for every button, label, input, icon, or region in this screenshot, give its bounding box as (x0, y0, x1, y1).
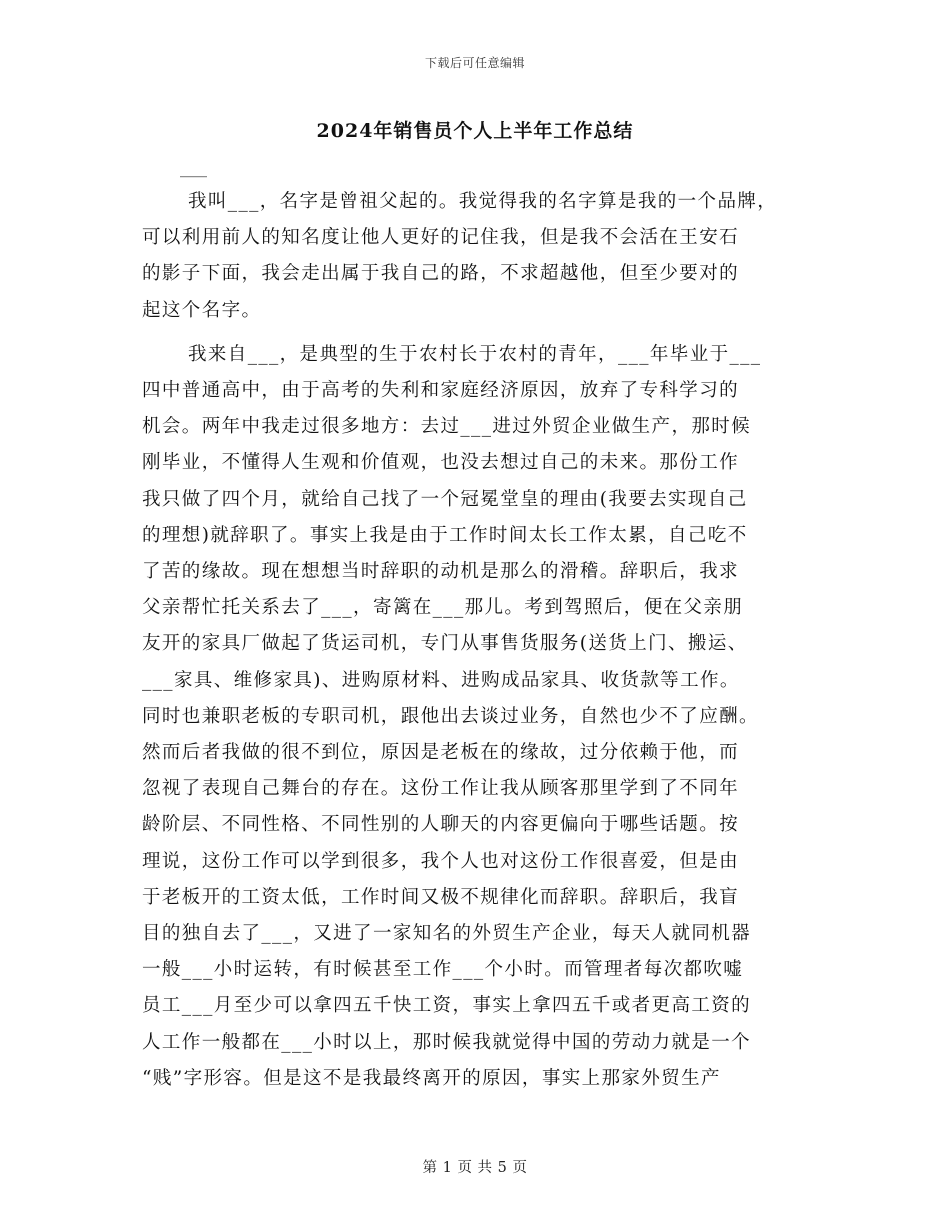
paragraph-line: 起这个名字。 (142, 299, 262, 321)
paragraph-line: 然而后者我做的很不到位，原因是老板在的缘故，过分依赖于他，而 (142, 742, 740, 764)
paragraph-line: ___家具、维修家具)、进购原材料、进购成品家具、收货款等工作。 (142, 669, 740, 691)
separator-line: ___ (180, 157, 207, 178)
paragraph (142, 337, 810, 1097)
paragraph-line: 同时也兼职老板的专职司机，跟他出去谈过业务，自然也少不了应酬。 (142, 705, 759, 727)
paragraph (142, 184, 810, 329)
paragraph-line: 机会。两年中我走过很多地方：去过___进过外贸企业做生产，那时候 (142, 416, 752, 438)
paragraph-line: 一般___小时运转，有时候甚至工作___个小时。而管理者每次都吹嘘 (142, 959, 744, 981)
page-footer: 第 1 页 共 5 页 (422, 1160, 528, 1176)
paragraph-line: 的影子下面，我会走出属于我自己的路，不求超越他，但至少要对的 (142, 263, 740, 285)
document-title: 2024年销售员个人上半年工作总结 (316, 120, 634, 142)
paragraph-line: 可以利用前人的知名度让他人更好的记住我，但是我不会活在王安石 (142, 227, 740, 249)
paragraph-line: 理说，这份工作可以学到很多，我个人也对这份工作很喜爱，但是由 (142, 850, 740, 872)
document-body (142, 184, 810, 1105)
paragraph-line: 忽视了表现自己舞台的存在。这份工作让我从顾客那里学到了不同年 (142, 778, 740, 800)
paragraph-line: 于老板开的工资太低，工作时间又极不规律化而辞职。辞职后，我盲 (142, 886, 740, 908)
paragraph-line: 目的独自去了___，又进了一家知名的外贸生产企业，每天人就同机器 (142, 923, 752, 945)
paragraph-line: 四中普通高中，由于高考的失利和家庭经济原因，放弃了专科学习的 (142, 380, 740, 402)
paragraph-line: “贱”字形容。但是这不是我最终离开的原因，事实上那家外贸生产 (142, 1067, 721, 1089)
paragraph-line: 我叫___，名字是曾祖父起的。我觉得我的名字算是我的一个品牌， (188, 191, 778, 212)
header-note: 下载后可任意编辑 (424, 56, 525, 70)
paragraph-line: 刚毕业，不懂得人生观和价值观，也没去想过自己的未来。那份工作 (142, 452, 740, 474)
paragraph-line: 员工___月至少可以拿四五千快工资，事实上拿四五千或者更高工资的 (142, 995, 752, 1017)
paragraph-line: 的理想)就辞职了。事实上我是由于工作时间太长工作太累，自己吃不 (142, 524, 748, 546)
paragraph-line: 人工作一般都在___小时以上，那时候我就觉得中国的劳动力就是一个 (142, 1031, 752, 1053)
paragraph-line: 我只做了四个月，就给自己找了一个冠冕堂皇的理由(我要去实现自己 (142, 488, 748, 510)
paragraph-line: 我来自___，是典型的生于农村长于农村的青年，___年毕业于___ (188, 343, 762, 365)
paragraph-line: 了苦的缘故。现在想想当时辞职的动机是那么的滑稽。辞职后，我求 (142, 561, 740, 583)
paragraph-line: 友开的家具厂做起了货运司机，专门从事售货服务(送货上门、搬运、 (142, 633, 748, 655)
paragraph-line: 父亲帮忙托关系去了___，寄篱在___那儿。考到驾照后，便在父亲朋 (142, 597, 744, 619)
paragraph-line: 龄阶层、不同性格、不同性别的人聊天的内容更偏向于哪些话题。按 (142, 814, 740, 836)
